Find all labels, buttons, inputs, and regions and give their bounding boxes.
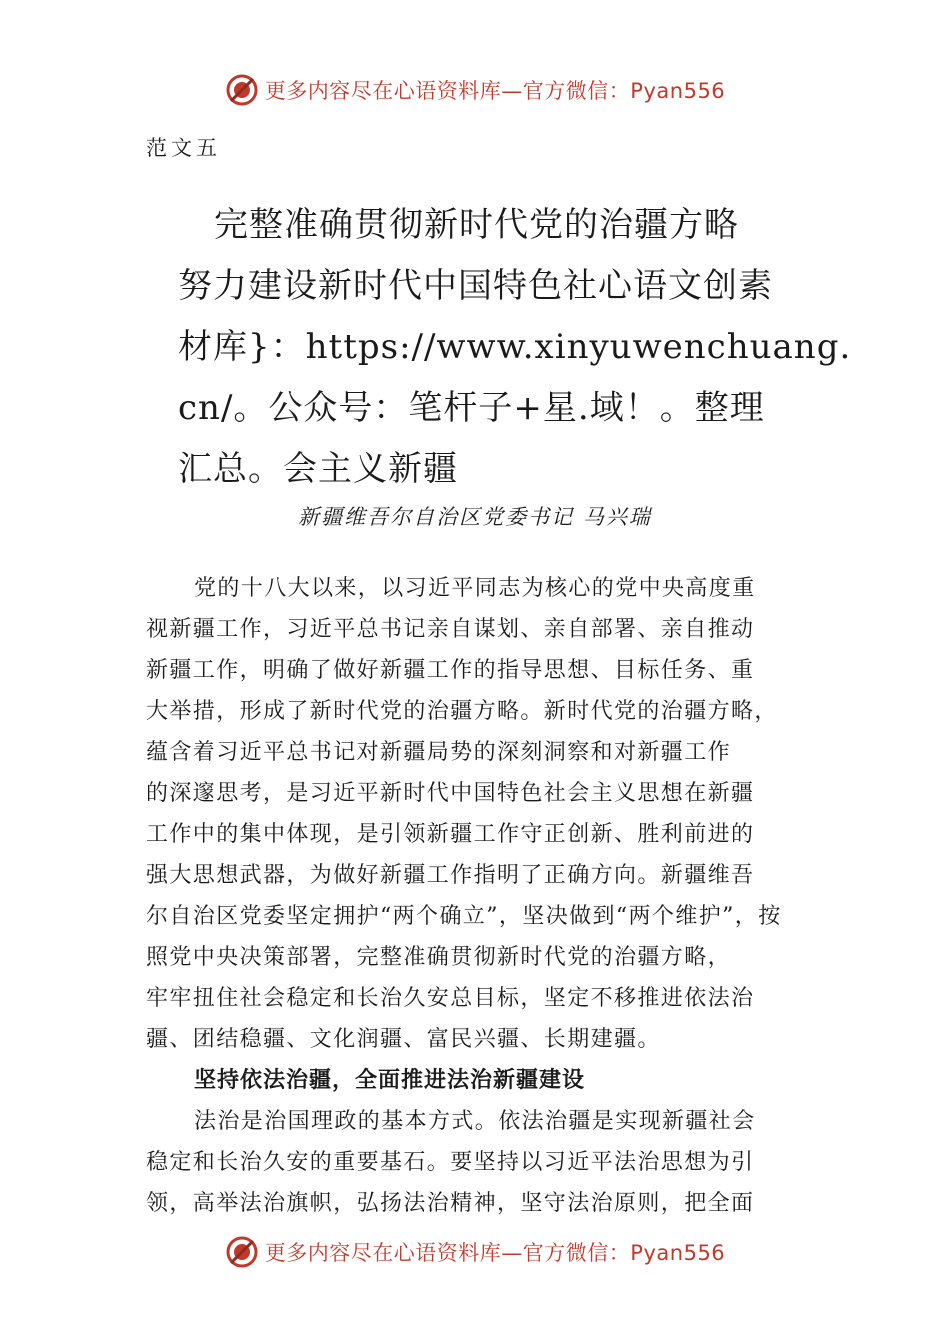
text-line: 新疆工作，明确了做好新疆工作的指导思想、目标任务、重 [146,658,755,683]
text-line: 蕴含着习近平总书记对新疆局势的深刻洞察和对新疆工作 [146,740,732,765]
text-line: 领，高举法治旗帜，弘扬法治精神，坚守法治原则，把全面 [146,1191,755,1216]
title-line: cn/。公众号：笔杆子+星.域！。整理 [178,388,765,428]
header-banner-text: 更多内容尽在心语资料库—官方微信：Pyan556 [264,79,726,103]
text-line: 稳定和长治久安的重要基石。要坚持以习近平法治思想为引 [146,1150,755,1175]
author-byline: 新疆维吾尔自治区党委书记 马兴瑞 [298,505,652,529]
text-line: 尔自治区党委坚定拥护“两个确立”，坚决做到“两个维护”，按 [146,904,782,929]
document-title [178,195,852,500]
text-line: 工作中的集中体现，是引领新疆工作守正创新、胜利前进的 [146,822,755,847]
seal-logo-icon [225,73,259,107]
header-banner [0,70,950,110]
paragraph-rule-of-law [146,1101,826,1224]
seal-logo-icon [225,1235,259,1269]
title-line: 完整准确贯彻新时代党的治疆方略 [214,205,739,245]
text-line: 大举措，形成了新时代党的治疆方略。新时代党的治疆方略， [146,699,778,724]
text-line: 牢牢扭住社会稳定和长治久安总目标，坚定不移推进依法治 [146,986,755,1011]
text-line: 党的十八大以来，以习近平同志为核心的党中央高度重 [194,576,756,601]
title-line: 材库}：https://www.xinyuwenchuang. [178,327,852,367]
title-line: 汇总。会主义新疆 [178,449,458,489]
title-line: 努力建设新时代中国特色社心语文创素 [178,266,773,306]
paragraph-intro [146,568,826,1060]
text-line: 照党中央决策部署，完整准确贯彻新时代党的治疆方略， [146,945,732,970]
document-body [146,568,826,1224]
text-line: 疆、团结稳疆、文化润疆、富民兴疆、长期建疆。 [146,1027,661,1052]
section-heading: 坚持依法治疆，全面推进法治新疆建设 [194,1068,586,1093]
text-line: 的深邃思考，是习近平新时代中国特色社会主义思想在新疆 [146,781,755,806]
footer-banner [0,1232,950,1272]
text-line: 强大思想武器，为做好新疆工作指明了正确方向。新疆维吾 [146,863,755,888]
text-line: 法治是治国理政的基本方式。依法治疆是实现新疆社会 [194,1109,756,1134]
text-line: 视新疆工作，习近平总书记亲自谋划、亲自部署、亲自推动 [146,617,755,642]
footer-banner-text: 更多内容尽在心语资料库—官方微信：Pyan556 [264,1241,726,1265]
document-label: 范文五 [146,136,221,160]
